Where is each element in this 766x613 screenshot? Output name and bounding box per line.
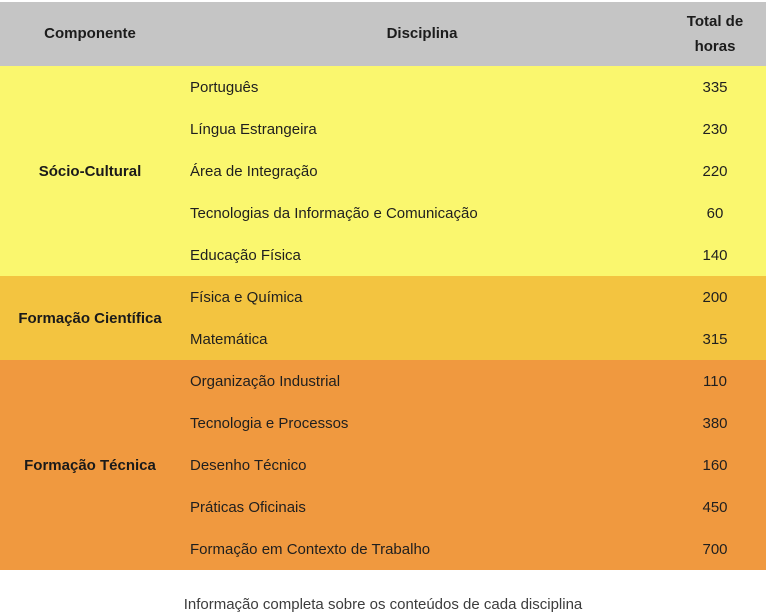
cell-horas: 315 xyxy=(702,330,728,348)
cell-horas: 110 xyxy=(703,372,727,390)
cell-disciplina: Tecnologias da Informação e Comunicação xyxy=(190,204,478,222)
cell-disciplina: Educação Física xyxy=(190,246,301,264)
cell-horas: 60 xyxy=(706,204,724,222)
cell-disciplina: Desenho Técnico xyxy=(190,456,307,474)
curriculum-table xyxy=(0,2,766,570)
cell-horas: 450 xyxy=(702,498,728,516)
table-row xyxy=(0,66,766,108)
section-socio-cultural xyxy=(0,66,766,276)
cell-horas: 220 xyxy=(702,162,728,180)
cell-horas: 380 xyxy=(702,414,728,432)
component-label: Formação Científica xyxy=(18,309,162,327)
table-footnote: Informação completa sobre os conteúdos de cada disciplina xyxy=(183,596,583,613)
cell-horas: 335 xyxy=(702,78,728,96)
table-row xyxy=(0,276,766,318)
header-row xyxy=(0,2,766,66)
cell-horas: 700 xyxy=(702,540,728,558)
header-componente: Componente xyxy=(44,25,136,43)
cell-horas: 200 xyxy=(702,288,728,306)
header-total-horas: Total de horas xyxy=(686,12,744,55)
section-formacao-cientifica xyxy=(0,276,766,360)
cell-disciplina: Formação em Contexto de Trabalho xyxy=(190,540,431,558)
curriculum-page xyxy=(0,2,766,613)
cell-disciplina: Organização Industrial xyxy=(190,372,341,390)
cell-disciplina: Língua Estrangeira xyxy=(190,120,317,138)
cell-horas: 140 xyxy=(702,246,728,264)
cell-disciplina: Área de Integração xyxy=(190,162,318,180)
component-label: Sócio-Cultural xyxy=(38,162,142,180)
cell-disciplina: Tecnologia e Processos xyxy=(190,414,349,432)
cell-disciplina: Português xyxy=(190,78,259,96)
table-row xyxy=(0,360,766,402)
cell-horas: 160 xyxy=(702,456,728,474)
cell-disciplina: Matemática xyxy=(190,330,268,348)
header-disciplina: Disciplina xyxy=(386,25,458,43)
cell-horas: 230 xyxy=(702,120,728,138)
component-label: Formação Técnica xyxy=(24,456,156,474)
section-formacao-tecnica xyxy=(0,360,766,570)
cell-disciplina: Física e Química xyxy=(190,288,303,306)
cell-disciplina: Práticas Oficinais xyxy=(190,498,306,516)
